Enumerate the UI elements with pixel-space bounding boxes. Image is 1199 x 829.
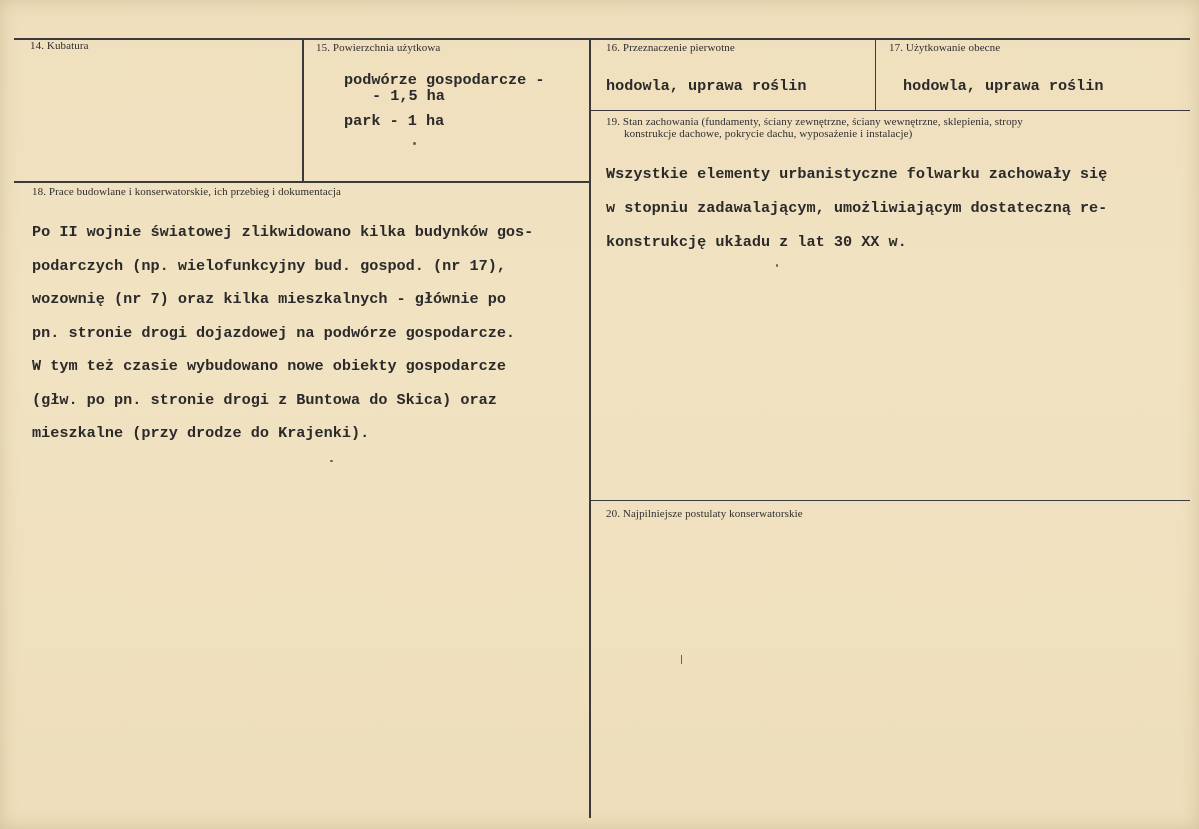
field-18-line: pn. stronie drogi dojazdowej na podwórze gospodarcze.: [32, 323, 516, 342]
field-19-line: konstrukcję układu z lat 30 XX w.: [606, 233, 907, 251]
paper-speck: [776, 264, 778, 267]
field-19-line: Wszystkie elementy urbanistyczne folwarku zachowały się: [606, 165, 1108, 183]
field-19-label-line-1: 19. Stan zachowania (fundamenty, ściany zewnętrzne, ściany wewnętrzne, sklepienia, stropy: [606, 116, 1023, 128]
field-16-label: 16. Przeznaczenie pierwotne: [606, 42, 735, 54]
field-18-line: mieszkalne (przy drodze do Krajenki).: [32, 424, 370, 442]
paper-speck: [413, 142, 416, 145]
rule-under-f16-f17: [590, 110, 1190, 111]
divider-f14-f15: [302, 38, 304, 182]
field-14-label: 14. Kubatura: [30, 40, 89, 52]
field-16-value: hodowla, uprawa roślin: [606, 77, 807, 95]
paper-speck: [330, 460, 333, 462]
field-19-text: [606, 157, 1107, 259]
field-20-label: 20. Najpilniejsze postulaty konserwatorskie: [606, 508, 803, 520]
divider-f16-f17: [875, 38, 876, 111]
field-17-value: hodowla, uprawa roślin: [903, 77, 1104, 95]
field-18-text: [32, 216, 533, 451]
field-15-line-3: park - 1 ha: [344, 112, 445, 130]
paper-speck: [681, 655, 682, 664]
field-18-line: Po II wojnie światowej zlikwidowano kilka budynków gos-: [32, 223, 534, 241]
field-18-line: W tym też czasie wybudowano nowe obiekty gospodarcze: [32, 357, 506, 375]
field-19-label-line-2: konstrukcje dachowe, pokrycie dachu, wyposażenie i instalacje): [624, 128, 913, 140]
field-15-line-1: podwórze gospodarcze -: [344, 71, 545, 89]
field-15-line-2: - 1,5 ha: [372, 87, 445, 105]
field-19-line: w stopniu zadawalającym, umożliwiającym dostateczną re-: [606, 199, 1108, 217]
field-17-label: 17. Użytkowanie obecne: [889, 42, 1001, 54]
divider-main: [589, 38, 591, 818]
rule-above-f20: [590, 500, 1190, 501]
field-15-label: 15. Powierzchnia użytkowa: [316, 42, 441, 54]
field-18-label: 18. Prace budowlane i konserwatorskie, ich przebieg i dokumentacja: [32, 186, 341, 198]
field-18-line: (głw. po pn. stronie drogi z Buntowa do Skica) oraz: [32, 390, 497, 409]
top-rule: [14, 38, 1190, 40]
field-18-line: wozownię (nr 7) oraz kilka mieszkalnych - głównie po: [32, 290, 506, 308]
field-18-line: podarczych (np. wielofunkcyjny bud. gospod. (nr 17),: [32, 256, 506, 275]
